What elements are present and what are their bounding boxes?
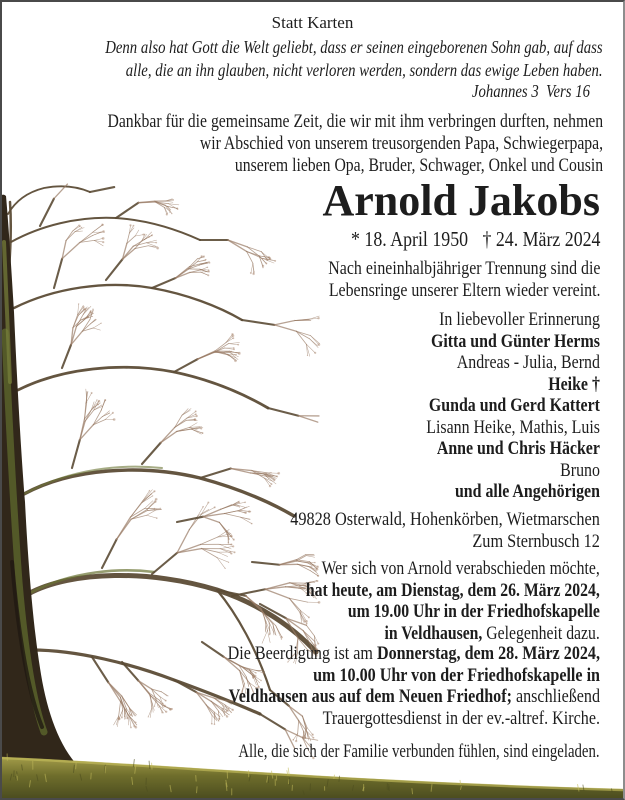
pre-header: Statt Karten [271, 13, 354, 32]
text-line: Veldhausen aus auf dem Neuen Friedhof; anschließend [228, 687, 600, 707]
text-line: um 19.00 Uhr in der Friedhofskapelle [348, 602, 600, 622]
text-line: alle, die an ihn glauben, nicht verloren werden, sondern das ewige Leben haben. [126, 60, 603, 80]
text-line: Trauergottesdienst in der ev.-altref. Kirche. [322, 708, 600, 729]
funeral-info [228, 644, 600, 730]
text-line: 49828 Osterwald, Hohenkörben, Wietmarschen [290, 510, 600, 530]
text-line: In liebevoller Erinnerung [439, 310, 600, 330]
family-list [426, 310, 600, 504]
bible-verse [106, 36, 603, 82]
text-line: Gitta und Günter Herms [431, 331, 600, 352]
text-line: Andreas - Julia, Bernd [456, 353, 600, 373]
text-line: Anne und Chris Häcker [436, 439, 600, 459]
verse-source: Johannes 3 Vers 16 [471, 81, 590, 101]
text-line: Lebensringe unserer Eltern wieder vereint. [328, 280, 600, 301]
text-line: Lisann Heike, Mathis, Luis [426, 417, 600, 438]
closing-text: Alle, die sich der Familie verbunden fühlen, sind eingeladen. [238, 742, 600, 762]
text-line: Dankbar für die gemeinsame Zeit, die wir mit ihm verbringen durften, nehmen [107, 112, 603, 132]
text-line: und alle Angehörigen [455, 482, 600, 502]
text-line: Nach eineinhalbjähriger Trennung sind die [327, 259, 600, 279]
life-dates [351, 226, 600, 252]
address [290, 510, 600, 553]
text-line: Die Beerdigung ist am Donnerstag, dem 28. März 2024, [227, 644, 600, 664]
text-line: wir Abschied von unserem treusorgenden Papa, Schwiegerpapa, [199, 134, 603, 154]
text-line: Heike † [548, 374, 600, 395]
text-line: in Veldhausen, Gelegenheit dazu. [384, 623, 600, 644]
reunion-text [328, 259, 600, 302]
text-line: um 10.00 Uhr von der Friedhofskapelle in [313, 665, 600, 686]
death-date: † 24. März 2024 [482, 227, 600, 251]
text-line: Wer sich von Arnold verabschieden möchte, [321, 559, 600, 579]
text-line: Gunda und Gerd Kattert [428, 396, 600, 416]
text-line: hat heute, am Dienstag, dem 26. März 2024, [306, 580, 600, 601]
intro-text [107, 111, 603, 177]
birth-date: * 18. April 1950 [350, 227, 468, 251]
deceased-name: Arnold Jakobs [322, 176, 600, 225]
text-line: Bruno [560, 460, 600, 481]
text-line: unserem lieben Opa, Bruder, Schwager, Onkel und Cousin [234, 156, 603, 176]
text-line: Denn also hat Gott die Welt geliebt, dass er seinen eingeborenen Sohn gab, auf dass [105, 37, 603, 57]
text-line: Zum Sternbusch 12 [472, 531, 600, 552]
notice-text [2, 2, 623, 798]
farewell-info [306, 559, 600, 645]
